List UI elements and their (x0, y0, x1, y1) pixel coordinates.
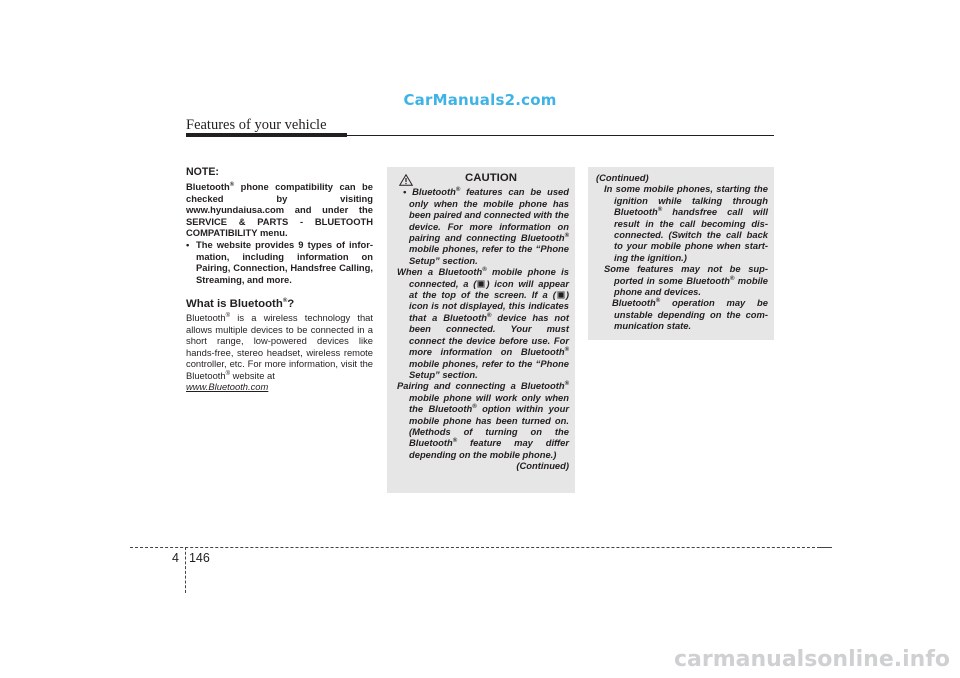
note-text-a: Bluetooth (186, 181, 230, 193)
continued-paragraph-2 (596, 263, 768, 297)
caution-p3-c: option within your mobile phone has been turned on. (Methods of turning on the Bluetooth (409, 403, 569, 449)
chapter-number: 4 (172, 551, 179, 565)
section-header: Features of your vehicle (186, 117, 327, 133)
caution-p2-e: device has not been connected. Your must connect the device before use. For more information on Bluetooth (409, 311, 569, 358)
cont-p2-a: Some features may not be sup-ported in some Bluetooth (604, 263, 768, 286)
caution-paragraph-3 (397, 380, 569, 460)
reg-mark: ® (455, 187, 461, 194)
body-text-a: Bluetooth (186, 312, 226, 324)
reg-mark: ® (452, 438, 458, 445)
bullet-dot: • (186, 239, 190, 251)
caution-p2-a: When a Bluetooth (397, 266, 483, 278)
reg-mark: ® (564, 346, 569, 353)
reg-mark: ® (225, 370, 231, 377)
reg-mark: ® (729, 275, 735, 282)
caution-continued-box (588, 167, 774, 340)
caution-paragraph-1 (397, 186, 569, 266)
caution-p1-a: • Bluetooth (403, 186, 456, 198)
caution-heading (397, 173, 569, 184)
cont-p3-a: Bluetooth (612, 297, 656, 309)
reg-mark: ® (282, 298, 288, 305)
watermark-carmanuals2: CarManuals2.com (403, 91, 557, 109)
note-title: NOTE: (186, 166, 219, 178)
reg-mark: ® (225, 313, 231, 320)
continued-head: (Continued) (596, 172, 649, 183)
continued-paragraph-3 (596, 297, 768, 331)
header-rule-thin (347, 135, 774, 136)
reg-mark: ® (564, 232, 569, 239)
caution-continued: (Continued) (516, 460, 569, 472)
caution-p2-d: ) icon is not displayed, this indicates that a Bluetooth (409, 289, 569, 323)
header-rule-thick (186, 133, 347, 137)
footer-rule-end (820, 547, 832, 548)
caution-p2-f: mobile phones, refer to the “Phone Setup” section. (409, 357, 569, 380)
body-text-c: website at (230, 369, 275, 381)
reg-mark: ® (486, 312, 492, 319)
bluetooth-phone-icon (477, 280, 485, 288)
caution-title: CAUTION (465, 172, 517, 184)
bluetooth-website-link[interactable]: www.Bluetooth.com (186, 380, 269, 392)
note-text-b: phone compatibility can be checked by visiting www.hyundaiusa.com and under the SERVICE & PARTS - BLUETOOTH COMPATIBILITY menu. (186, 181, 373, 239)
subhead-text-b: ? (287, 298, 295, 311)
page-number-value: 146 (188, 551, 210, 565)
reg-mark: ® (657, 207, 663, 214)
caution-p3-d: feature may differ depending on the mobile phone.) (409, 437, 569, 460)
reg-mark: ® (229, 182, 235, 189)
cont-p3-b: operation may be unstable depending on the com-munication state. (614, 297, 768, 332)
caution-p1-c: mobile phones, refer to the “Phone Setup” section. (409, 243, 569, 266)
bluetooth-description (186, 312, 373, 380)
caution-p2-c: ) icon will appear at the top of the screen. If a ( (409, 277, 569, 301)
bluetooth-phone-icon (557, 291, 565, 299)
caution-p1-b: features can be used only when the mobile phone has been paired and connected with the device. For more information on pairing and connecting Bluetooth (409, 186, 569, 244)
reg-mark: ® (482, 267, 487, 274)
watermark-carmanualsonline: carmanualsonline.info (674, 647, 950, 672)
subhead-text-a: What is Bluetooth (186, 298, 283, 311)
cont-p1-a: In some mobile phones, starting the ignition while talking through Bluetooth (604, 183, 768, 218)
page-number (172, 551, 210, 565)
left-column (186, 167, 373, 392)
note-paragraph (186, 181, 373, 238)
footer-dashed-rule (130, 547, 820, 548)
bullet-text: The website provides 9 types of infor-mation, including information on Pairing, Connection, Handsfree Calling, Streaming, and more. (196, 239, 373, 285)
reg-mark: ® (655, 298, 661, 305)
caution-p3-a: Pairing and connecting a Bluetooth (397, 380, 565, 392)
warning-triangle-icon (399, 174, 413, 186)
cont-p1-b: handsfree call will result in the call becoming dis-connected. (Switch the call back to your mobile phone when start-ing the ignition.) (614, 206, 768, 263)
note-bullet (186, 239, 373, 285)
reg-mark: ® (472, 404, 477, 410)
caution-paragraph-2 (397, 266, 569, 380)
reg-mark: ® (564, 381, 569, 388)
subheading-what-is-bluetooth (186, 299, 373, 310)
continued-paragraph-1 (596, 183, 768, 263)
body-text-b: is a wireless technology that allows multiple devices to be connected in a short range, low-powered devices like hands-free, stereo headset, wireless remote controller, etc. For more information, visit the Bluetooth (186, 312, 373, 381)
caution-box (387, 167, 575, 493)
caution-p3-b: mobile phone will work only when the Bluetooth (409, 391, 569, 415)
cont-p2-b: mobile phone and devices. (614, 274, 768, 298)
caution-p2-b: mobile phone is connected, a ( (409, 266, 569, 289)
